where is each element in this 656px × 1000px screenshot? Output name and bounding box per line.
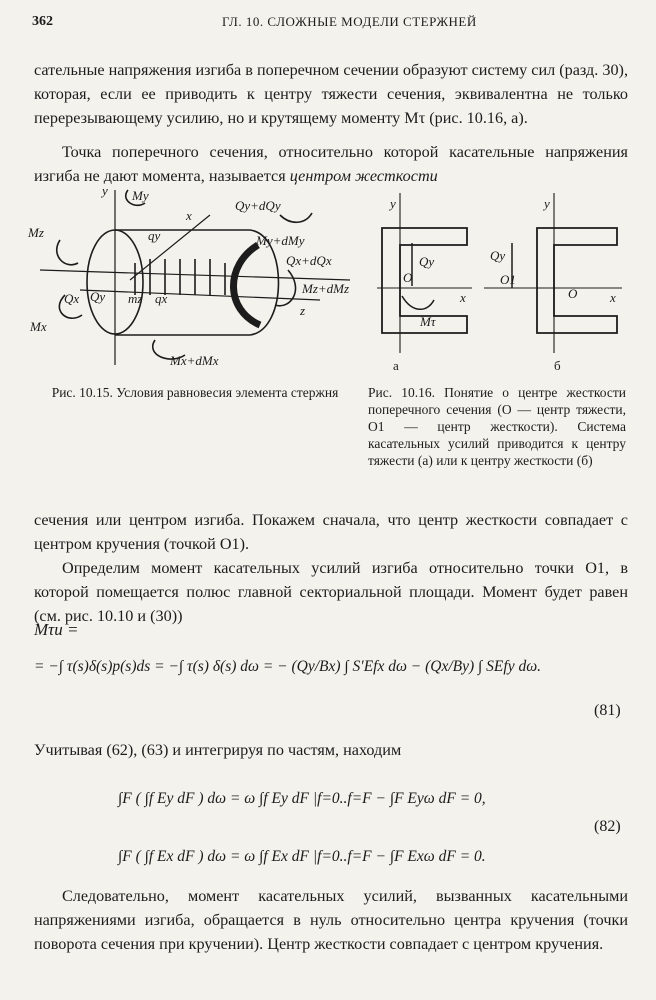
fig2-label-mt: Mτ: [420, 314, 436, 329]
fig1-label-mz-dist: mz: [128, 291, 143, 306]
fig1-label-mz-dmz: Mz+dMz: [302, 281, 350, 296]
fig2-label-o-a: O: [403, 270, 413, 285]
figure-10-16-caption: Рис. 10.16. Понятие о центре жесткости поперечного сечения (O — центр тяжести, O1 — центр жесткости). Система касательных усилий приводится к центру тяжести (а) или к центру жесткости (б): [368, 385, 626, 468]
running-head: ГЛ. 10. СЛОЖНЫЕ МОДЕЛИ СТЕРЖНЕЙ: [222, 14, 477, 29]
fig1-label-my-dmy: My+dMy: [256, 233, 305, 248]
fig1-label-qy-dist: qy: [148, 228, 161, 243]
formula-82-line-1: ∫F ( ∫f Ey dF ) dω = ω ∫f Ey dF |f=0..f=F − ∫F Eyω dF = 0,: [118, 790, 486, 807]
fig1-label-mx-dmx: Mx+dMx: [170, 353, 219, 368]
fig2-label-x-b: x: [610, 290, 616, 305]
fig1-label-qx-dqx: Qx+dQx: [286, 253, 332, 268]
paragraph-3-text: сечения или центром изгиба. Покажем сначала, что центр жесткости совпадает с центром кручения (точкой O1).: [34, 511, 628, 553]
page-header: [32, 14, 632, 36]
fig2-label-y-a: y: [390, 196, 396, 211]
paragraph-5-text: Учитывая (62), (63) и интегрируя по частям, находим: [34, 741, 402, 759]
fig1-label-qx-dist: qx: [155, 291, 168, 306]
paragraph-1-text: сательные напряжения изгиба в поперечном сечении образуют систему сил (разд. 30), которая, если ее приводить к центру тяжести сечения, эквивалентна не только перерезывающему усилию, но и крутящему моменту Mτ (рис. 10.16, а).: [34, 61, 628, 127]
fig2-sublabel-b: б: [554, 358, 561, 373]
figure-10-15: [20, 185, 365, 380]
paragraph-4-text: Определим момент касательных усилий изгиба относительно точки O1, в которой помещается полюс главной секториальной площади. Момент будет равен (см. рис. 10.10 и (30)): [34, 559, 628, 625]
term-stiffness-center: центром жесткости: [289, 167, 438, 185]
paragraph-4: [34, 556, 628, 628]
paragraph-5: [34, 738, 628, 762]
fig2-label-x-a: x: [460, 290, 466, 305]
fig2-label-o-b: O: [568, 286, 578, 301]
figure-10-16: [372, 188, 628, 373]
paragraph-2-text: Точка поперечного сечения, относительно которой касательные напряжения изгиба не дают момента, называется: [34, 143, 628, 185]
fig2-label-qy-b: Qy: [490, 248, 506, 263]
fig1-label-mz: Mz: [28, 225, 44, 240]
fig1-label-qx: Qx: [64, 291, 80, 306]
fig1-label-qy: Qy: [90, 289, 106, 304]
paragraph-6: [34, 884, 628, 956]
fig1-label-x: x: [186, 208, 192, 223]
page-number: 362: [32, 14, 53, 29]
fig2-sublabel-a: а: [393, 358, 399, 373]
fig1-label-mx: Mx: [30, 319, 47, 334]
formula-81-line-2: = −∫ τ(s)δ(s)p(s)ds = −∫ τ(s) δ(s) dω = − (Qy/Bx) ∫ S′Efx dω − (Qx/By) ∫ SEfy dω.: [34, 658, 542, 675]
paragraph-1: [34, 58, 628, 130]
fig1-label-my: My: [132, 188, 149, 203]
formula-82-line-2: ∫F ( ∫f Ex dF ) dω = ω ∫f Ex dF |f=0..f=F − ∫F Exω dF = 0.: [118, 848, 486, 865]
formula-81-line-1: Mτи =: [34, 620, 79, 639]
equation-number-82: (82): [594, 818, 621, 835]
figure-10-15-caption: Рис. 10.15. Условия равновесия элемента стержня: [51, 385, 339, 400]
fig2-label-qy-a: Qy: [419, 254, 435, 269]
equation-number-81: (81): [594, 702, 621, 719]
fig2-label-o1: O1: [500, 272, 516, 287]
paragraph-2: [34, 140, 628, 188]
fig1-label-z: z: [300, 303, 306, 318]
fig1-label-y: y: [102, 185, 108, 198]
paragraph-3: [34, 508, 628, 556]
fig2-label-y-b: y: [544, 196, 550, 211]
fig1-label-qy-dqy: Qy+dQy: [235, 198, 281, 213]
paragraph-6-text: Следовательно, момент касательных усилий, вызванных касательными напряжениями изгиба, обращается в нуль относительно центра кручения (точки поворота сечения при кручении). Центр жесткости совпадает с центром кручения.: [34, 887, 628, 953]
